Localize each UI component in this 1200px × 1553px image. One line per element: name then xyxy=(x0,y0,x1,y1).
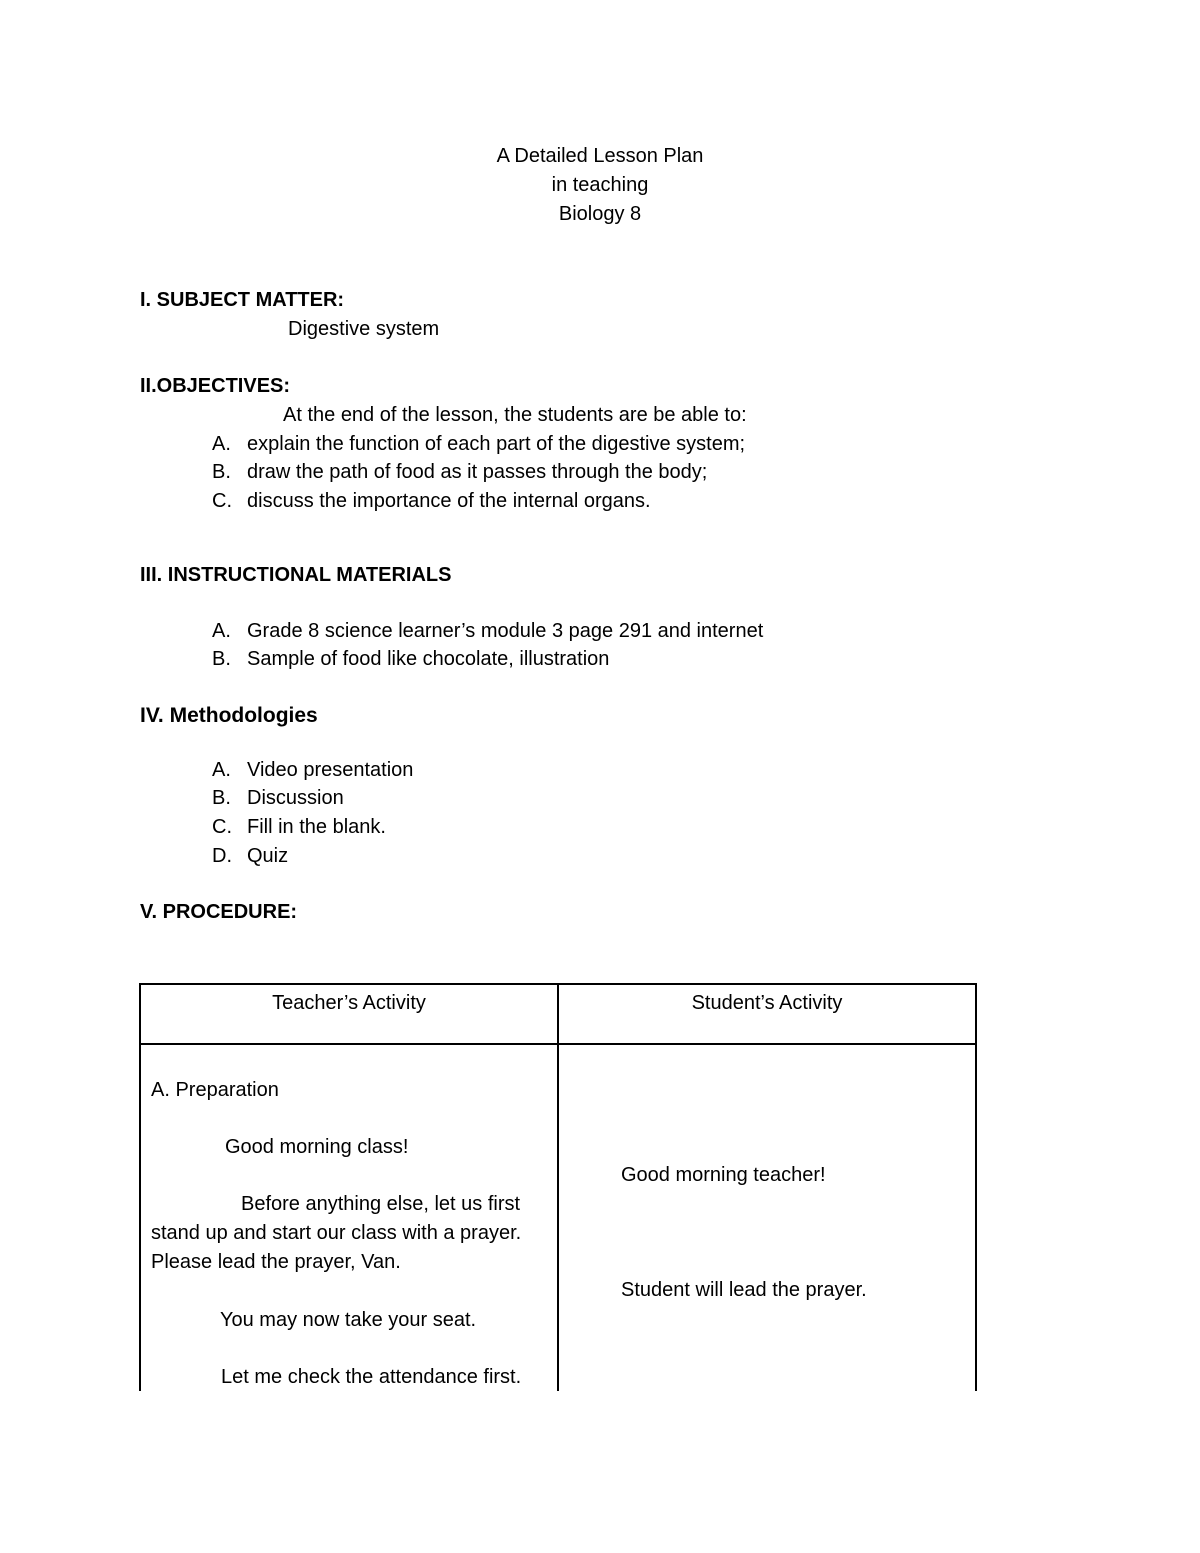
list-marker: A. xyxy=(212,433,231,455)
list-marker: A. xyxy=(212,620,231,642)
teacher-seat-instruction: You may now take your seat. xyxy=(220,1309,477,1331)
list-item-text: Sample of food like chocolate, illustration xyxy=(247,648,610,670)
procedure-heading: V. PROCEDURE: xyxy=(140,901,298,923)
list-marker: C. xyxy=(212,816,232,838)
objective-item xyxy=(212,430,745,458)
list-item-text: explain the function of each part of the digestive system; xyxy=(247,433,746,455)
student-greeting: Good morning teacher! xyxy=(621,1164,826,1186)
objectives-intro: At the end of the lesson, the students are be able to: xyxy=(283,404,747,426)
teacher-prayer-line: stand up and start our class with a prayer. xyxy=(151,1222,522,1244)
list-marker: C. xyxy=(212,490,232,512)
table-header-divider xyxy=(141,1043,975,1045)
list-marker: B. xyxy=(212,787,231,809)
methodology-item xyxy=(212,842,288,870)
student-prayer-response: Student will lead the prayer. xyxy=(621,1279,867,1301)
table-column-divider xyxy=(557,985,559,1391)
document-subtitle: in teaching xyxy=(551,174,649,196)
subject-matter-content: Digestive system xyxy=(288,318,440,340)
teacher-attendance-instruction: Let me check the attendance first. xyxy=(221,1366,522,1388)
list-marker: D. xyxy=(212,845,232,867)
material-item xyxy=(212,645,609,673)
list-marker: A. xyxy=(212,759,231,781)
list-marker: B. xyxy=(212,461,231,483)
materials-heading: III. INSTRUCTIONAL MATERIALS xyxy=(140,564,452,586)
teacher-prayer-line: Before anything else, let us first xyxy=(241,1193,521,1215)
list-item-text: discuss the importance of the internal organs. xyxy=(247,490,651,512)
subject-matter-heading: I. SUBJECT MATTER: xyxy=(140,289,345,311)
teacher-activity-header: Teacher’s Activity xyxy=(272,992,426,1014)
objectives-heading: II.OBJECTIVES: xyxy=(140,375,291,397)
document-title: A Detailed Lesson Plan xyxy=(496,145,704,167)
list-item-text: Discussion xyxy=(247,787,344,809)
list-item-text: Grade 8 science learner’s module 3 page 291 and internet xyxy=(247,620,764,642)
preparation-section-label: A. Preparation xyxy=(151,1079,279,1101)
objective-item xyxy=(212,458,707,486)
list-marker: B. xyxy=(212,648,231,670)
teacher-greeting: Good morning class! xyxy=(225,1136,409,1158)
student-activity-header: Student’s Activity xyxy=(691,992,843,1014)
list-item-text: Fill in the blank. xyxy=(247,816,386,838)
methodology-item xyxy=(212,784,344,812)
material-item xyxy=(212,617,763,645)
list-item-text: Quiz xyxy=(247,845,289,867)
objective-item xyxy=(212,487,651,515)
methodology-item xyxy=(212,756,413,784)
methodology-item xyxy=(212,813,386,841)
methodologies-heading: IV. Methodologies xyxy=(140,704,318,727)
document-subject: Biology 8 xyxy=(558,203,642,225)
list-item-text: Video presentation xyxy=(247,759,414,781)
teacher-prayer-line: Please lead the prayer, Van. xyxy=(151,1251,401,1273)
procedure-table xyxy=(139,983,977,1391)
list-item-text: draw the path of food as it passes through the body; xyxy=(247,461,708,483)
